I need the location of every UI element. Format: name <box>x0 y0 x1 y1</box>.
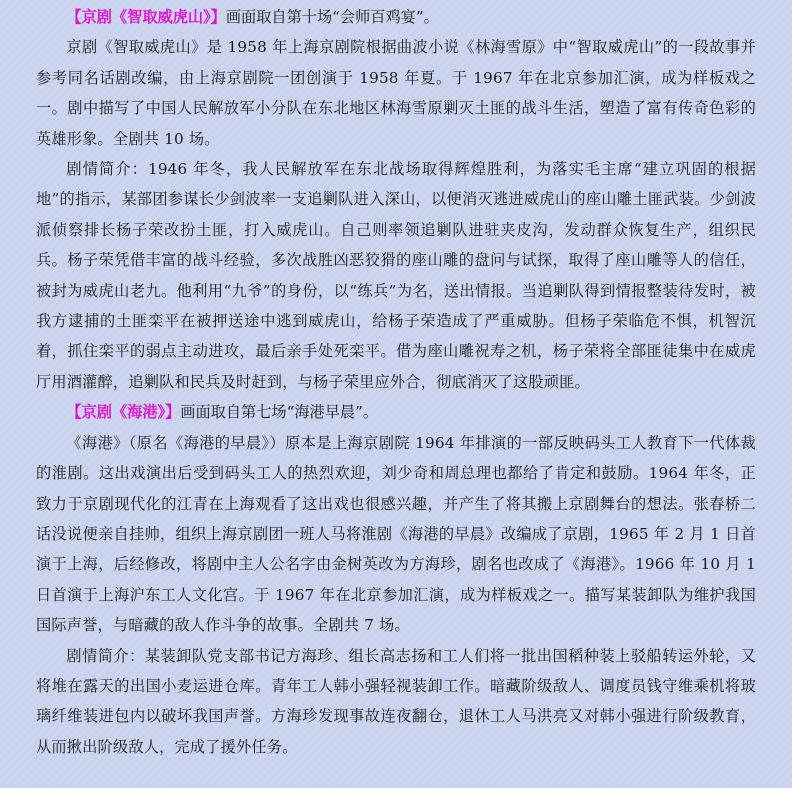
section-tag: 【京剧《海港》】 <box>66 403 181 422</box>
section-heading-haigang <box>36 397 756 427</box>
section-tag: 【京剧《智取威虎山》】 <box>66 8 226 26</box>
section-caption: 画面取自第七场“海港早晨”。 <box>180 403 379 422</box>
intro-paragraph: 《海港》（原名《海港的早晨》）原本是上海京剧院 1964 年排演的一部反映码头工人教育下一代体裁的淮剧。这出戏演出后受到码头工人的热烈欢迎，刘少奇和周总理也都给了肯定和鼓励。1964 年冬，正致力于京剧现代化的江青在上海观看了这出戏也很感兴趣，并产生了将其搬上京剧舞台的想法。张春桥二话没说便亲自挂帅，组织上海京剧团一班人马将淮剧《海港的早晨》改编成了京剧，1965 年 2 月 1 日首演于上海，后经修改，将剧中主人公名字由金树英改为方海珍，剧名也改成了《海港》。1966 年 10 月 1 日首演于上海沪东工人文化宫。于 1967 年在北京参加汇演，成为样板戏之一。描写某装卸队为维护我国国际声誉，与暗藏的敌人作斗争的故事。全剧共 7 场。 <box>36 433 756 635</box>
intro-paragraph: 京剧《智取威虎山》是 1958 年上海京剧院根据曲波小说《林海雪原》中“智取威虎山”的一段故事并参考同名话剧改编，由上海京剧院一团创演于 1958 年夏。于 1967 年在北京参加汇演，成为样板戏之一。剧中描写了中国人民解放军小分队在东北地区林海雪原剿灭土匪的战斗生活，塑造了富有传奇色彩的英雄形象。全剧共 10 场。 <box>36 38 756 148</box>
synopsis-paragraph: 剧情简介：1946 年冬，我人民解放军在东北战场取得辉煌胜利，为落实毛主席“建立巩固的根据地”的指示，某部团参谋长少剑波率一支追剿队进入深山，以便消灭逃进威虎山的座山雕土匪武装。少剑波派侦察排长杨子荣改扮土匪，打入威虎山。自己则率领追剿队进驻夹皮沟，发动群众恢复生产，组织民兵。杨子荣凭借丰富的战斗经验，多次战胜凶恶狡猾的座山雕的盘问与试探，取得了座山雕等人的信任，被封为威虎山老九。他利用“九爷”的身份，以“练兵”为名，送出情报。当追剿队得到情报整装待发时，被我方逮捕的土匪栾平在被押送途中逃到威虎山，给杨子荣造成了严重威胁。但杨子荣临危不惧，机智沉着，抓住栾平的弱点主动进攻，最后亲手处死栾平。借为座山雕祝寿之机，杨子荣将全部匪徒集中在威虎厅用酒灌醉，追剿队和民兵及时赶到，与杨子荣里应外合，彻底消灭了这股顽匪。 <box>36 160 756 391</box>
section-heading-zhiqu-weihushan <box>36 2 756 32</box>
section-caption: 画面取自第十场“会师百鸡宴”。 <box>225 8 439 26</box>
synopsis-paragraph: 剧情简介：某装卸队党支部书记方海珍、组长高志扬和工人们将一批出国稻种装上驳船转运外轮，又将堆在露天的出国小麦运进仓库。青年工人韩小强轻视装卸工作。暗藏阶级敌人、调度员钱守维乘机将玻璃纤维装进包内以破坏我国声誉。方海珍发现事故连夜翻仓，退休工人马洪亮又对韩小强进行阶级教育，从而揪出阶级敌人，完成了援外任务。 <box>36 646 756 756</box>
